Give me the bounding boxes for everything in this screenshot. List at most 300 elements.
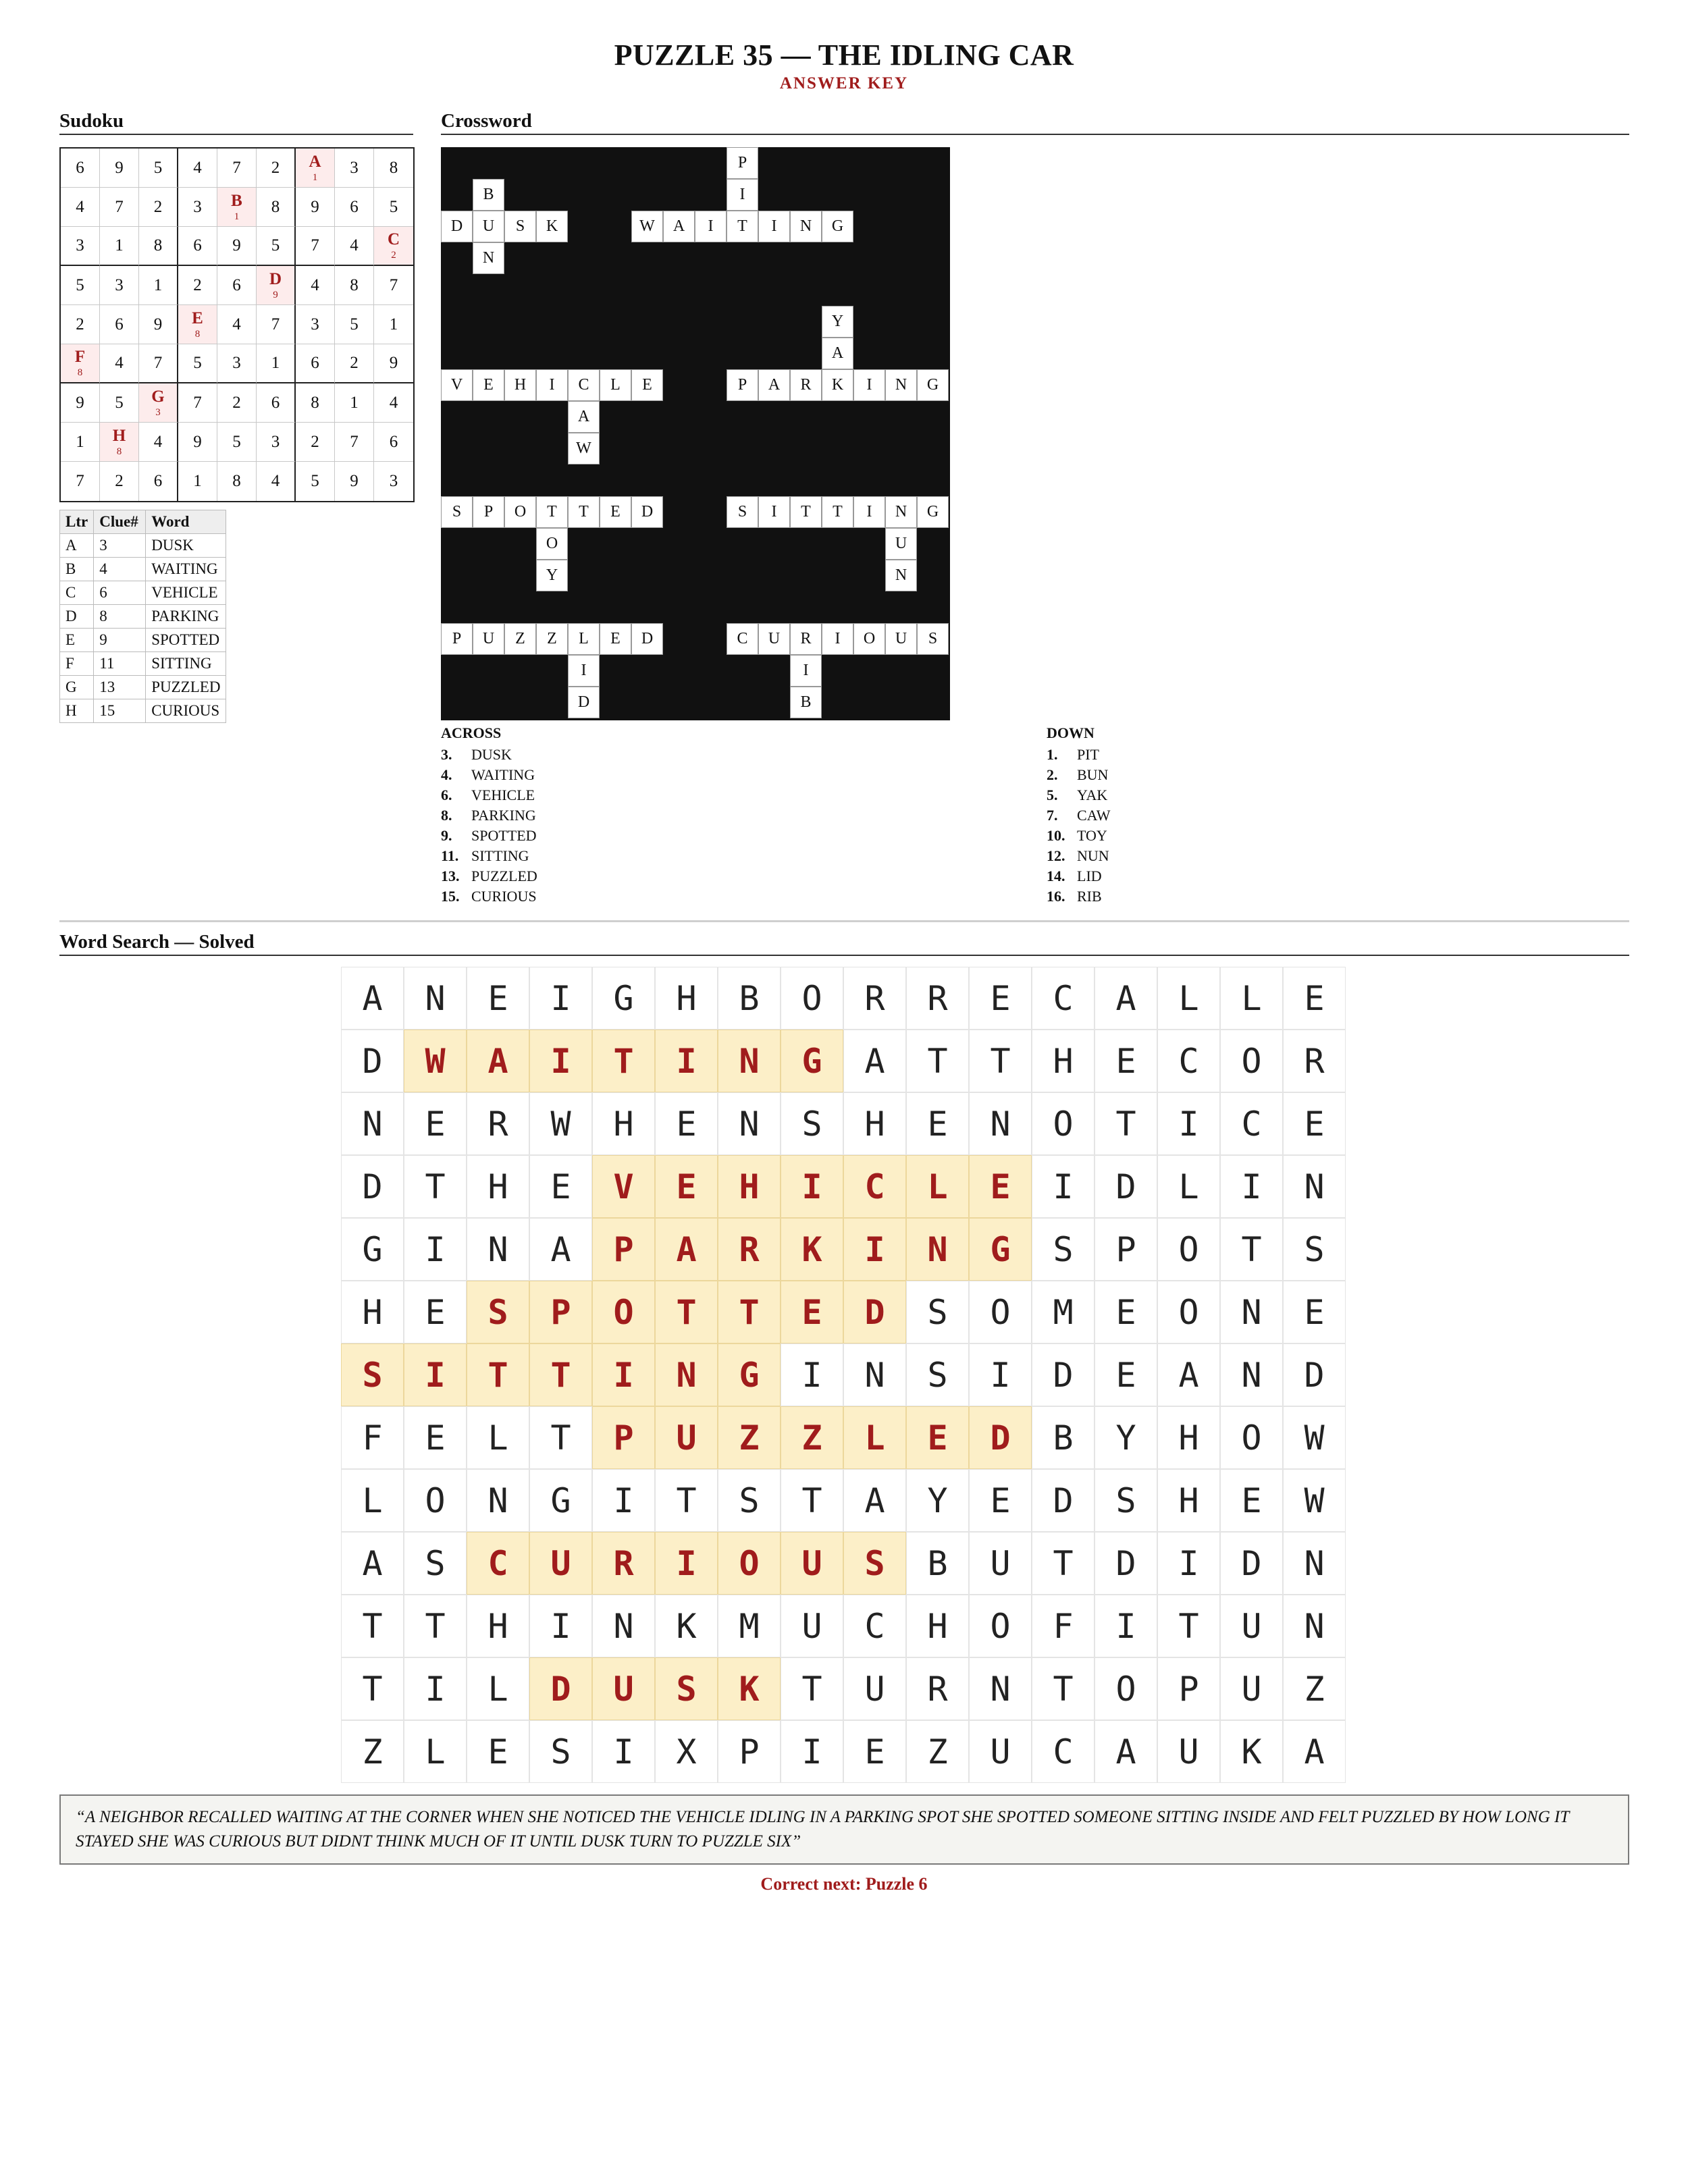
sudoku-cell: 5 (257, 227, 296, 266)
wordsearch-cell: E (843, 1720, 906, 1783)
sudoku-cell: 7 (61, 462, 100, 501)
wordsearch-cell: E (1094, 1343, 1157, 1406)
wordsearch-cell: S (404, 1532, 467, 1595)
sudoku-cell: 1 (178, 462, 217, 501)
wordsearch-cell: G (341, 1218, 404, 1281)
wordsearch-found-cell: D (969, 1406, 1032, 1469)
crossword-cell: V (441, 369, 473, 401)
wordsearch-cell: I (1094, 1595, 1157, 1657)
wordsearch-cell: D (1283, 1343, 1346, 1406)
crossword-cell: O (853, 623, 885, 655)
sudoku-cell-subscript: 1 (234, 211, 240, 222)
key-table-cell: D (60, 605, 94, 629)
wordsearch-cell: N (1283, 1595, 1346, 1657)
wordsearch-cell: I (1032, 1155, 1094, 1218)
key-table-cell: 13 (94, 676, 146, 699)
wordsearch-cell: C (843, 1595, 906, 1657)
clue-item (441, 805, 537, 826)
sudoku-cell-subscript: 1 (312, 171, 318, 183)
wordsearch-cell: R (906, 967, 969, 1030)
wordsearch-cell: O (404, 1469, 467, 1532)
crossword-cell: Z (536, 623, 568, 655)
sudoku-cell: 5 (296, 462, 335, 501)
sudoku-cell: 8 (257, 188, 296, 227)
wordsearch-cell: T (781, 1657, 843, 1720)
wordsearch-cell: T (781, 1469, 843, 1532)
sudoku-cell: 8 (296, 383, 335, 423)
wordsearch-cell: P (1157, 1657, 1220, 1720)
clue-number: 4. (441, 766, 452, 783)
sudoku-highlight-cell (217, 188, 257, 227)
wordsearch-cell: O (969, 1281, 1032, 1343)
wordsearch-cell: I (592, 1720, 655, 1783)
sudoku-cell: 4 (257, 462, 296, 501)
crossword-cell: I (695, 211, 727, 242)
crossword-cell: D (631, 496, 663, 528)
wordsearch-cell: E (1283, 1281, 1346, 1343)
sudoku-cell: 8 (374, 149, 413, 188)
wordsearch-found-cell: C (843, 1155, 906, 1218)
across-heading: ACROSS (441, 724, 502, 741)
wordsearch-heading: Word Search — Solved (59, 930, 1629, 956)
wordsearch-cell: O (1094, 1657, 1157, 1720)
crossword-cell: D (631, 623, 663, 655)
sudoku-cell: 2 (139, 188, 178, 227)
clue-answer: BUN (1077, 766, 1109, 783)
crossword-cell: G (822, 211, 853, 242)
wordsearch-cell: I (592, 1469, 655, 1532)
crossword-cell: N (885, 560, 917, 591)
wordsearch-found-cell: K (781, 1218, 843, 1281)
wordsearch-cell: E (1094, 1281, 1157, 1343)
down-clue-list (1047, 745, 1111, 907)
sudoku-cell-subscript: 8 (77, 367, 83, 378)
clue-number: 5. (1047, 787, 1058, 803)
quote-text: “A NEIGHBOR RECALLED WAITING AT THE CORNER WHEN SHE NOTICED THE VEHICLE IDLING IN A PARKING SPOT SHE SPOTTED SOMEONE SITTING INSIDE AND FELT PUZZLED BY HOW LONG IT STAYED SHE WAS CURIOUS BUT DIDNT THINK MUCH OF IT UNTIL DUSK TURN TO PUZZLE SIX” (76, 1808, 1569, 1850)
crossword-cell: E (600, 496, 631, 528)
sudoku-cell: 4 (61, 188, 100, 227)
key-table-cell: 9 (94, 629, 146, 652)
crossword-board (441, 147, 950, 720)
wordsearch-cell: T (906, 1030, 969, 1092)
crossword-cell: G (917, 369, 949, 401)
key-table-cell: 8 (94, 605, 146, 629)
wordsearch-found-cell: G (781, 1030, 843, 1092)
clue-answer: PUZZLED (471, 868, 537, 884)
wordsearch-cell: U (1220, 1657, 1283, 1720)
wordsearch-cell: W (1283, 1406, 1346, 1469)
sudoku-cell: 2 (61, 305, 100, 344)
wordsearch-found-cell: P (529, 1281, 592, 1343)
clue-item (441, 785, 537, 805)
key-table-cell: PARKING (146, 605, 226, 629)
clue-number: 15. (441, 888, 460, 905)
wordsearch-cell: Y (906, 1469, 969, 1532)
wordsearch-cell: L (467, 1406, 529, 1469)
wordsearch-cell: B (906, 1532, 969, 1595)
wordsearch-cell: A (1283, 1720, 1346, 1783)
wordsearch-found-cell: U (781, 1532, 843, 1595)
wordsearch-cell: Z (341, 1720, 404, 1783)
wordsearch-found-cell: G (718, 1343, 781, 1406)
wordsearch-cell: E (467, 967, 529, 1030)
wordsearch-cell: N (341, 1092, 404, 1155)
key-table-row (60, 652, 226, 676)
clue-answer: CURIOUS (471, 888, 537, 905)
page-subtitle: ANSWER KEY (779, 74, 909, 92)
clue-answer: CAW (1077, 807, 1111, 824)
clue-answer: LID (1077, 868, 1102, 884)
clue-answer: SPOTTED (471, 827, 537, 844)
sudoku-cell-subscript: 9 (273, 289, 278, 300)
wordsearch-found-cell: U (655, 1406, 718, 1469)
section-divider (59, 920, 1629, 922)
sudoku-cell: 3 (217, 344, 257, 383)
crossword-cell: P (727, 369, 758, 401)
wordsearch-found-cell: D (529, 1657, 592, 1720)
wordsearch-cell: D (1032, 1469, 1094, 1532)
wordsearch-cell: T (341, 1595, 404, 1657)
wordsearch-found-cell: V (592, 1155, 655, 1218)
clue-answer: YAK (1077, 787, 1108, 803)
clue-number: 1. (1047, 746, 1058, 763)
clue-item (1047, 785, 1111, 805)
crossword-cell: L (600, 369, 631, 401)
wordsearch-found-cell: N (906, 1218, 969, 1281)
wordsearch-cell: H (906, 1595, 969, 1657)
key-table-cell: B (60, 558, 94, 581)
key-table-cell: H (60, 699, 94, 723)
sudoku-highlight-cell (139, 383, 178, 423)
sudoku-cell: 1 (257, 344, 296, 383)
wordsearch-cell: P (1094, 1218, 1157, 1281)
wordsearch-found-cell: E (969, 1155, 1032, 1218)
wordsearch-cell: E (655, 1092, 718, 1155)
wordsearch-found-cell: I (655, 1030, 718, 1092)
sudoku-grid (59, 147, 415, 502)
crossword-cell: N (473, 242, 504, 274)
sudoku-cell: 2 (257, 149, 296, 188)
crossword-cell: P (473, 496, 504, 528)
key-table-row (60, 605, 226, 629)
sudoku-cell: 5 (100, 383, 139, 423)
wordsearch-cell: D (1032, 1343, 1094, 1406)
wordsearch-found-cell: S (341, 1343, 404, 1406)
wordsearch-cell: S (906, 1343, 969, 1406)
sudoku-cell: 5 (178, 344, 217, 383)
crossword-cell: T (568, 496, 600, 528)
wordsearch-found-cell: T (529, 1343, 592, 1406)
wordsearch-cell: G (592, 967, 655, 1030)
sudoku-highlight-cell (374, 227, 413, 266)
wordsearch-found-cell: I (529, 1030, 592, 1092)
wordsearch-cell: D (341, 1155, 404, 1218)
wordsearch-cell: S (718, 1469, 781, 1532)
sudoku-highlight-cell (178, 305, 217, 344)
crossword-cell: T (790, 496, 822, 528)
sudoku-cell: 4 (335, 227, 374, 266)
sudoku-cell: 3 (335, 149, 374, 188)
crossword-cell: B (473, 179, 504, 211)
wordsearch-cell: I (1157, 1092, 1220, 1155)
clue-answer: PIT (1077, 746, 1099, 763)
clue-answer: RIB (1077, 888, 1102, 905)
sudoku-cell-subscript: 8 (194, 328, 201, 340)
clue-number: 7. (1047, 807, 1058, 824)
clue-item (441, 846, 537, 866)
wordsearch-cell: A (1157, 1343, 1220, 1406)
sudoku-cell: 9 (178, 423, 217, 462)
clue-answer: NUN (1077, 847, 1109, 864)
wordsearch-found-cell: N (718, 1030, 781, 1092)
key-table-cell: 6 (94, 581, 146, 605)
wordsearch-cell: E (404, 1281, 467, 1343)
wordsearch-found-cell: Z (781, 1406, 843, 1469)
sudoku-cell: 5 (217, 423, 257, 462)
sudoku-cell: 2 (335, 344, 374, 383)
wordsearch-cell: E (969, 1469, 1032, 1532)
wordsearch-cell: O (1157, 1281, 1220, 1343)
wordsearch-cell: T (404, 1595, 467, 1657)
wordsearch-cell: C (1032, 967, 1094, 1030)
crossword-cell: C (727, 623, 758, 655)
clue-number: 13. (441, 868, 460, 884)
wordsearch-found-cell: L (906, 1155, 969, 1218)
sudoku-highlight-cell (61, 344, 100, 383)
crossword-cell: N (885, 496, 917, 528)
wordsearch-cell: R (1283, 1030, 1346, 1092)
key-table-row (60, 629, 226, 652)
sudoku-cell: 6 (61, 149, 100, 188)
wordsearch-found-cell: U (592, 1657, 655, 1720)
wordsearch-cell: U (969, 1532, 1032, 1595)
wordsearch-found-cell: S (655, 1657, 718, 1720)
clue-number: 11. (441, 847, 459, 864)
sudoku-cell: 9 (61, 383, 100, 423)
sudoku-cell: 9 (296, 188, 335, 227)
sudoku-cell: 7 (335, 423, 374, 462)
wordsearch-found-cell: E (655, 1155, 718, 1218)
wordsearch-cell: M (1032, 1281, 1094, 1343)
crossword-cell: Z (504, 623, 536, 655)
wordsearch-cell: I (781, 1720, 843, 1783)
clue-item (441, 886, 537, 907)
sudoku-cell: 5 (374, 188, 413, 227)
wordsearch-found-cell: R (592, 1532, 655, 1595)
wordsearch-cell: W (529, 1092, 592, 1155)
crossword-cell: A (568, 401, 600, 433)
wordsearch-cell: E (969, 967, 1032, 1030)
sudoku-cell: 4 (100, 344, 139, 383)
quote-box (59, 1794, 1629, 1865)
wordsearch-cell: N (969, 1657, 1032, 1720)
sudoku-cell: 7 (374, 266, 413, 305)
sudoku-cell: 4 (296, 266, 335, 305)
clue-item (1047, 805, 1111, 826)
sudoku-cell: 4 (178, 149, 217, 188)
wordsearch-cell: I (529, 967, 592, 1030)
wordsearch-cell: P (718, 1720, 781, 1783)
crossword-cell: K (822, 369, 853, 401)
wordsearch-cell: W (1283, 1469, 1346, 1532)
sudoku-cell-letter: D (269, 269, 282, 288)
wordsearch-cell: L (1157, 967, 1220, 1030)
wordsearch-cell: S (529, 1720, 592, 1783)
sudoku-heading: Sudoku (59, 109, 413, 135)
wordsearch-cell: A (843, 1469, 906, 1532)
wordsearch-cell: C (1157, 1030, 1220, 1092)
crossword-cell: S (504, 211, 536, 242)
crossword-cell: D (568, 687, 600, 718)
wordsearch-cell: E (404, 1092, 467, 1155)
crossword-cell: O (504, 496, 536, 528)
crossword-cell: S (917, 623, 949, 655)
wordsearch-found-cell: E (906, 1406, 969, 1469)
wordsearch-cell: L (1220, 967, 1283, 1030)
crossword-cell: I (758, 496, 790, 528)
wordsearch-found-cell: R (718, 1218, 781, 1281)
crossword-cell: I (853, 496, 885, 528)
sudoku-cell: 6 (335, 188, 374, 227)
sudoku-cell: 9 (335, 462, 374, 501)
sudoku-cell: 5 (335, 305, 374, 344)
sudoku-cell: 1 (335, 383, 374, 423)
wordsearch-cell: Y (1094, 1406, 1157, 1469)
wordsearch-cell: E (529, 1155, 592, 1218)
wordsearch-cell: N (1283, 1532, 1346, 1595)
wordsearch-found-cell: Z (718, 1406, 781, 1469)
key-table-cell: 11 (94, 652, 146, 676)
wordsearch-cell: I (1157, 1532, 1220, 1595)
wordsearch-cell: D (1094, 1532, 1157, 1595)
wordsearch-cell: F (1032, 1595, 1094, 1657)
crossword-cell: Y (822, 306, 853, 338)
sudoku-cell: 3 (389, 472, 398, 490)
key-table-header-cell: Word (146, 510, 226, 534)
sudoku-cell: 4 (139, 423, 178, 462)
crossword-cell: S (441, 496, 473, 528)
wordsearch-cell: T (655, 1469, 718, 1532)
wordsearch-cell: E (1094, 1030, 1157, 1092)
wordsearch-cell: E (1283, 1092, 1346, 1155)
crossword-cell: E (600, 623, 631, 655)
wordsearch-cell: L (341, 1469, 404, 1532)
wordsearch-cell: N (1220, 1281, 1283, 1343)
wordsearch-cell: E (1220, 1469, 1283, 1532)
wordsearch-found-cell: E (781, 1281, 843, 1343)
crossword-cell: P (727, 147, 758, 179)
wordsearch-cell: M (718, 1595, 781, 1657)
wordsearch-found-cell: T (718, 1281, 781, 1343)
clue-number: 8. (441, 807, 452, 824)
crossword-cell: U (885, 528, 917, 560)
sudoku-cell: 3 (178, 188, 217, 227)
wordsearch-cell: A (529, 1218, 592, 1281)
wordsearch-found-cell: S (467, 1281, 529, 1343)
wordsearch-cell: H (467, 1595, 529, 1657)
crossword-cell: K (536, 211, 568, 242)
wordsearch-cell: L (1157, 1155, 1220, 1218)
wordsearch-cell: O (1157, 1218, 1220, 1281)
wordsearch-cell: N (1220, 1343, 1283, 1406)
wordsearch-found-cell: T (467, 1343, 529, 1406)
wordsearch-cell: O (1220, 1406, 1283, 1469)
crossword-cell: E (631, 369, 663, 401)
sudoku-cell-letter: G (151, 387, 165, 406)
wordsearch-cell: O (969, 1595, 1032, 1657)
crossword-cell: A (663, 211, 695, 242)
sudoku-cell: 6 (257, 383, 296, 423)
wordsearch-cell: N (404, 967, 467, 1030)
sudoku-cell: 1 (374, 305, 413, 344)
sudoku-highlight-cell (100, 423, 139, 462)
wordsearch-cell: H (843, 1092, 906, 1155)
sudoku-cell: 7 (296, 227, 335, 266)
sudoku-cell: 2 (217, 383, 257, 423)
clue-item (1047, 745, 1111, 765)
key-table-cell: G (60, 676, 94, 699)
key-table-cell: C (60, 581, 94, 605)
sudoku-cell: 2 (178, 266, 217, 305)
wordsearch-cell: H (655, 967, 718, 1030)
crossword-cell: I (790, 655, 822, 687)
wordsearch-cell: A (1094, 967, 1157, 1030)
clue-number: 6. (441, 787, 452, 803)
wordsearch-found-cell: A (655, 1218, 718, 1281)
wordsearch-found-cell: I (592, 1343, 655, 1406)
key-table-cell: PUZZLED (146, 676, 226, 699)
key-table-row (60, 676, 226, 699)
crossword-cell: I (822, 623, 853, 655)
wordsearch-cell: B (1032, 1406, 1094, 1469)
crossword-cell: U (473, 211, 504, 242)
crossword-cell: I (568, 655, 600, 687)
key-table-row (60, 699, 226, 723)
wordsearch-cell: D (1220, 1532, 1283, 1595)
wordsearch-cell: T (404, 1155, 467, 1218)
key-table-cell: F (60, 652, 94, 676)
crossword-cell: C (568, 369, 600, 401)
key-table-cell: CURIOUS (146, 699, 226, 723)
wordsearch-cell: N (467, 1469, 529, 1532)
crossword-cell: R (790, 369, 822, 401)
sudoku-cell-subscript: 8 (116, 446, 122, 457)
wordsearch-cell: S (1283, 1218, 1346, 1281)
sudoku-cell: 5 (139, 149, 178, 188)
sudoku-cell: 4 (374, 383, 413, 423)
crossword-cell: T (822, 496, 853, 528)
wordsearch-cell: T (969, 1030, 1032, 1092)
key-table-cell: 3 (94, 534, 146, 558)
wordsearch-found-cell: K (718, 1657, 781, 1720)
wordsearch-cell: I (404, 1218, 467, 1281)
sudoku-cell: 3 (61, 227, 100, 266)
wordsearch-cell: U (843, 1657, 906, 1720)
wordsearch-cell: I (1220, 1155, 1283, 1218)
crossword-cell: I (758, 211, 790, 242)
sudoku-cell: 7 (100, 188, 139, 227)
sudoku-cell: 1 (100, 227, 139, 266)
wordsearch-cell: N (843, 1343, 906, 1406)
wordsearch-cell: R (906, 1657, 969, 1720)
wordsearch-cell: I (529, 1595, 592, 1657)
clue-item (441, 866, 537, 886)
crossword-cell: T (536, 496, 568, 528)
wordsearch-cell: E (404, 1406, 467, 1469)
wordsearch-cell: H (1032, 1030, 1094, 1092)
sudoku-cell: 8 (217, 462, 257, 501)
crossword-cell: B (790, 687, 822, 718)
